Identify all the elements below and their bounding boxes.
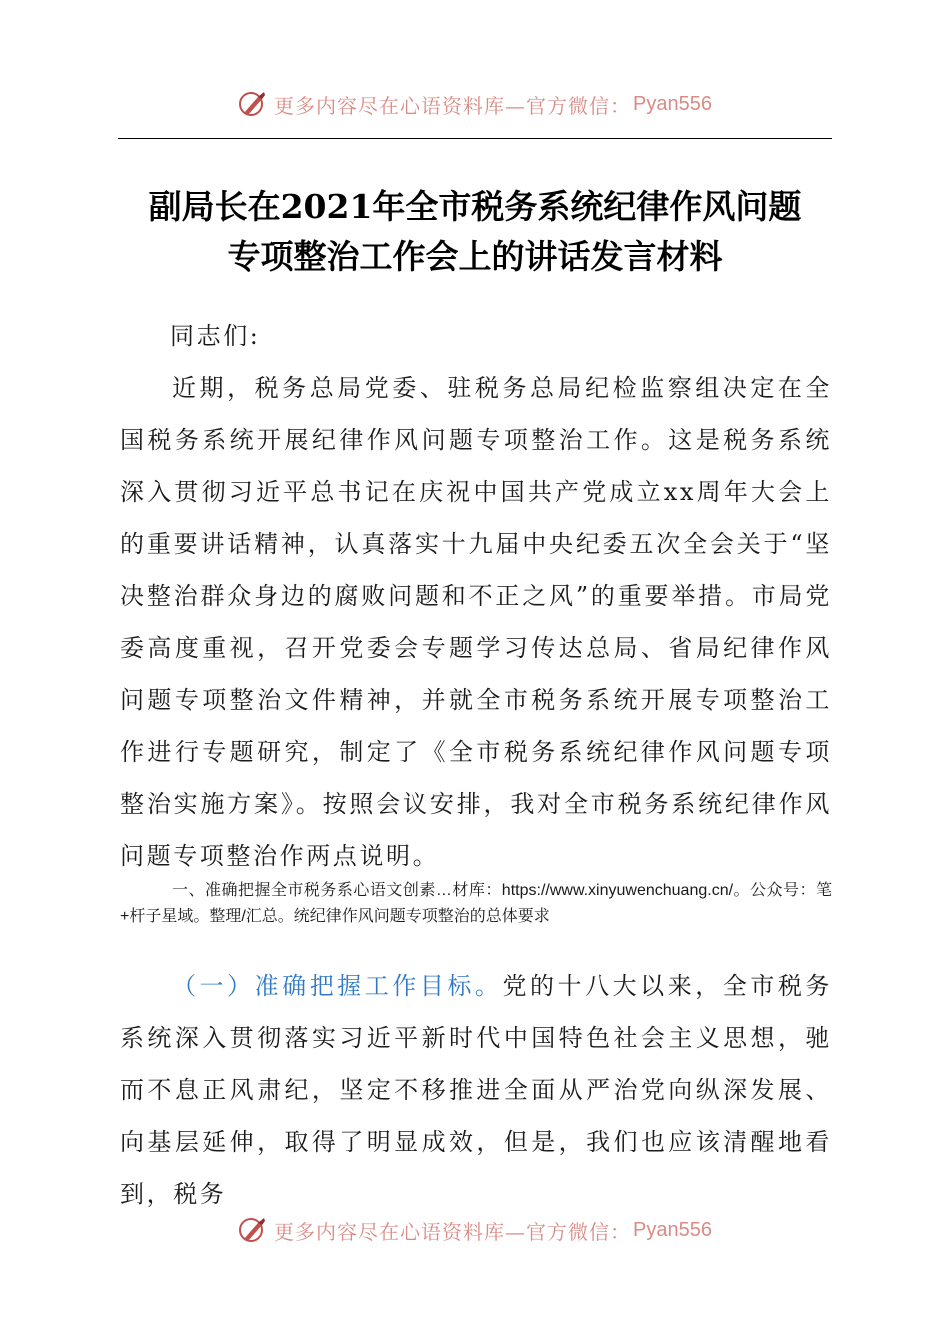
paragraph-intro: 近期，税务总局党委、驻税务总局纪检监察组决定在全国税务系统开展纪律作风问题专项整治工作。这是税务系统深入贯彻习近平总书记在庆祝中国共产党成立xx周年大会上的重要讲话精神，认真落实十九届中央纪委五次全会关于“坚决整治群众身边的腐败问题和不正之风”的重要举措。市局党委高度重视，召开党委会专题学习传达总局、省局纪律作风问题专项整治文件精神，并就全市税务系统开展专项整治工作进行专题研究，制定了《全市税务系统纪律作风问题专项整治实施方案》。按照会议安排，我对全市税务系统纪律作风问题专项整治作两点说明。 bbox=[120, 374, 832, 870]
paragraph-target bbox=[120, 960, 832, 1220]
document-title bbox=[60, 182, 890, 282]
pen-logo-icon bbox=[238, 89, 268, 119]
subheading-work-target: （一）准确把握工作目标。 bbox=[172, 972, 503, 1000]
section-heading-line: 一、准确把握全市税务系心语文创素…材库：https://www.xinyuwenchuang.cn/。公众号：笔+杆子星域。整理/汇总。统纪律作风问题专项整治的总体要求 bbox=[120, 882, 832, 925]
footer-banner bbox=[0, 1210, 950, 1250]
title-line-1: 副局长在2021年全市税务系统纪律作风问题 bbox=[148, 187, 802, 226]
footer-banner-text: 更多内容尽在心语资料库—官方微信： bbox=[274, 1219, 632, 1244]
title-line-2: 专项整治工作会上的讲话发言材料 bbox=[227, 237, 723, 276]
greeting: 同志们: bbox=[170, 322, 261, 350]
pen-logo-icon bbox=[238, 1215, 268, 1245]
header-banner-handle: Pyan556 bbox=[633, 92, 712, 115]
paragraph-target-text: 党的十八大以来，全市税务系统深入贯彻落实习近平新时代中国特色社会主义思想，驰而不息正风肃纪，坚定不移推进全面从严治党向纵深发展、向基层延伸，取得了明显成效，但是，我们也应该清醒地看到，税务 bbox=[120, 972, 832, 1208]
header-banner bbox=[0, 84, 950, 124]
header-banner-text: 更多内容尽在心语资料库—官方微信： bbox=[274, 93, 632, 118]
header-divider bbox=[118, 138, 832, 139]
footer-banner-handle: Pyan556 bbox=[633, 1218, 712, 1241]
